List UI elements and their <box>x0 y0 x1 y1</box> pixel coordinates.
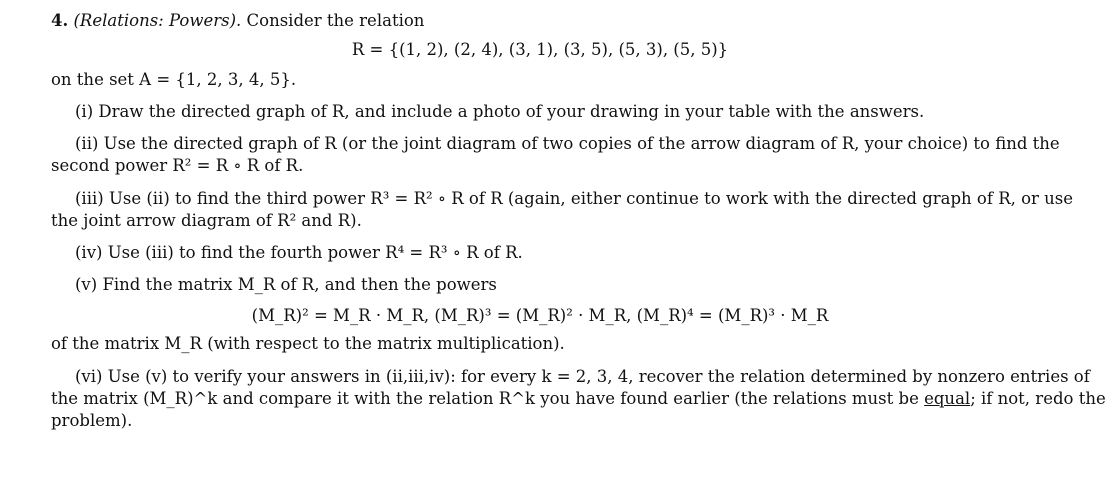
emphasis-equal: equal <box>924 389 971 408</box>
part-v-line1: (v) Find the matrix M_R of R, and then the powers <box>75 275 497 294</box>
part-iii-line2: the joint arrow diagram of R² and R). <box>51 211 362 230</box>
part-vi-line2-pre: the matrix (M_R)^k and compare it with the relation R^k you have found earlier (the relations must be <box>51 389 919 408</box>
part-iv: (iv) Use (iii) to find the fourth power R⁴ = R³ ∘ R of R. <box>75 243 523 262</box>
problem-number: 4. <box>51 11 69 30</box>
problem-intro: Consider the relation <box>246 11 425 30</box>
set-definition: on the set A = {1, 2, 3, 4, 5}. <box>51 70 297 89</box>
problem-topic: (Relations: Powers). <box>73 11 242 30</box>
part-ii-line1: (ii) Use the directed graph of R (or the joint diagram of two copies of the arrow diagram of R, your choice) to find the <box>75 134 1060 153</box>
relation-display: R = {(1, 2), (2, 4), (3, 1), (3, 5), (5, 3), (5, 5)} <box>351 40 729 59</box>
part-vi-line1: (vi) Use (v) to verify your answers in (ii,iii,iv): for every k = 2, 3, 4, recover the relation determined by nonzero entries of <box>75 367 1090 386</box>
part-i: (i) Draw the directed graph of R, and include a photo of your drawing in your table with the answers. <box>75 102 925 121</box>
part-v-line2: of the matrix M_R (with respect to the matrix multiplication). <box>51 334 565 353</box>
part-vi-line2 <box>51 388 1106 410</box>
part-vi-line3: problem). <box>51 411 133 430</box>
part-vi-line2-post: ; if not, redo the <box>970 389 1106 408</box>
part-iii-line1: (iii) Use (ii) to find the third power R³ = R² ∘ R of R (again, either continue to work with the directed graph of R, or use <box>75 189 1074 208</box>
part-ii-line2: second power R² = R ∘ R of R. <box>51 156 304 175</box>
matrix-powers-display: (M_R)² = M_R · M_R, (M_R)³ = (M_R)² · M_R, (M_R)⁴ = (M_R)³ · M_R <box>251 306 829 325</box>
problem-header <box>51 10 424 32</box>
